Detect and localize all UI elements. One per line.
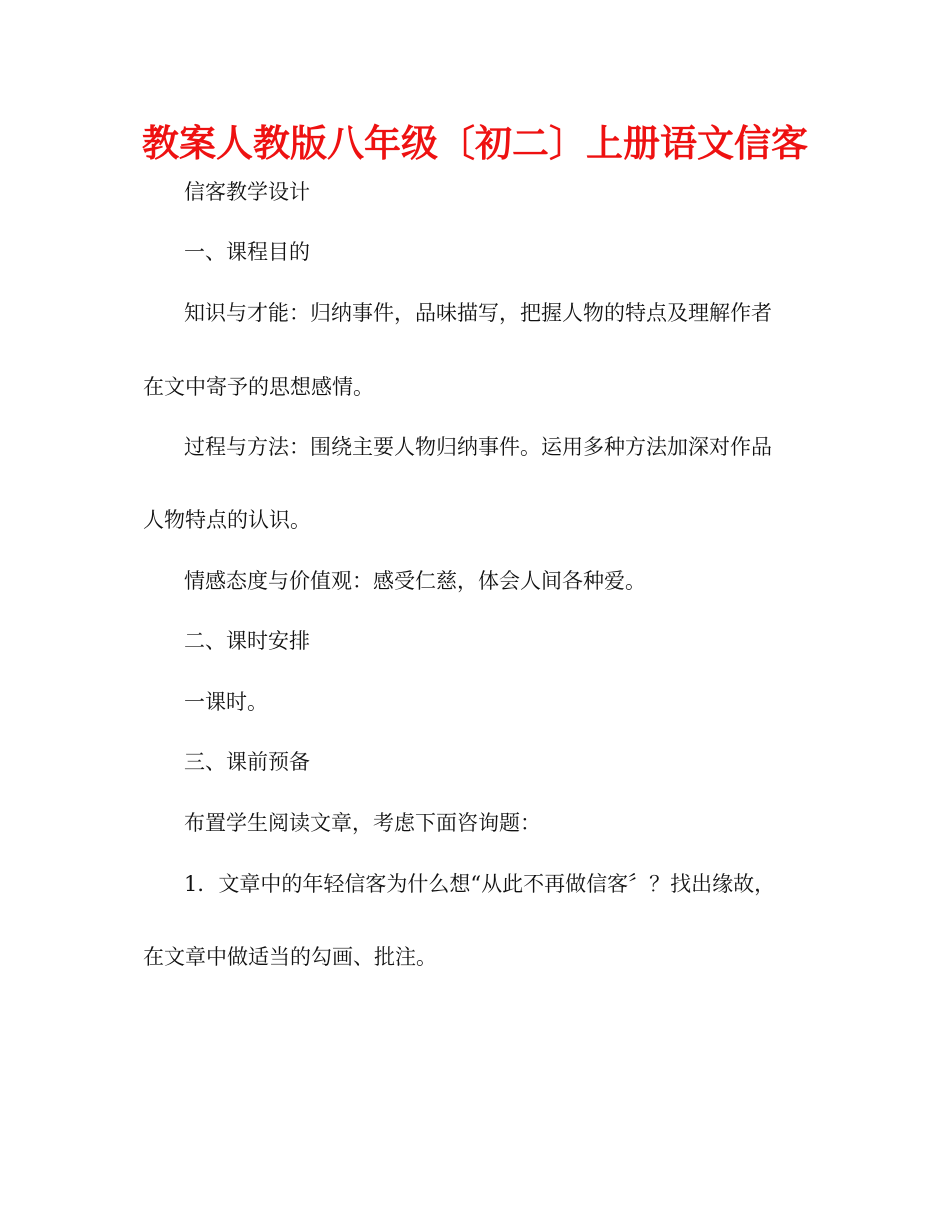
paragraph-preparation: 布置学生阅读文章，考虑下面咨询题： [184, 811, 541, 835]
paragraph-subtitle: 信客教学设计 [184, 180, 310, 204]
section-heading-preparation: 三、课前预备 [184, 750, 310, 774]
paragraph-knowledge-line2: 在文中寄予的思想感情。 [143, 375, 374, 399]
section-heading-goals: 一、课程目的 [184, 240, 310, 264]
paragraph-knowledge-line1: 知识与才能：归纳事件，品味描写，把握人物的特点及理解作者 [184, 301, 772, 325]
paragraph-attitude: 情感态度与价值观：感受仁慈，体会人间各种爱。 [184, 569, 646, 593]
paragraph-question1-line1: 1．文章中的年轻信客为什么想“从此不再做信客〞？找出缘故， [184, 872, 776, 896]
document-title: 教案人教版八年级〔初二〕上册语文信客 [142, 122, 808, 165]
paragraph-schedule: 一课时。 [184, 690, 268, 714]
section-heading-schedule: 二、课时安排 [184, 629, 310, 653]
paragraph-process-line1: 过程与方法：围绕主要人物归纳事件。运用多种方法加深对作品 [184, 435, 772, 459]
paragraph-process-line2: 人物特点的认识。 [143, 508, 311, 532]
paragraph-question1-line2: 在文章中做适当的勾画、批注。 [143, 945, 437, 969]
